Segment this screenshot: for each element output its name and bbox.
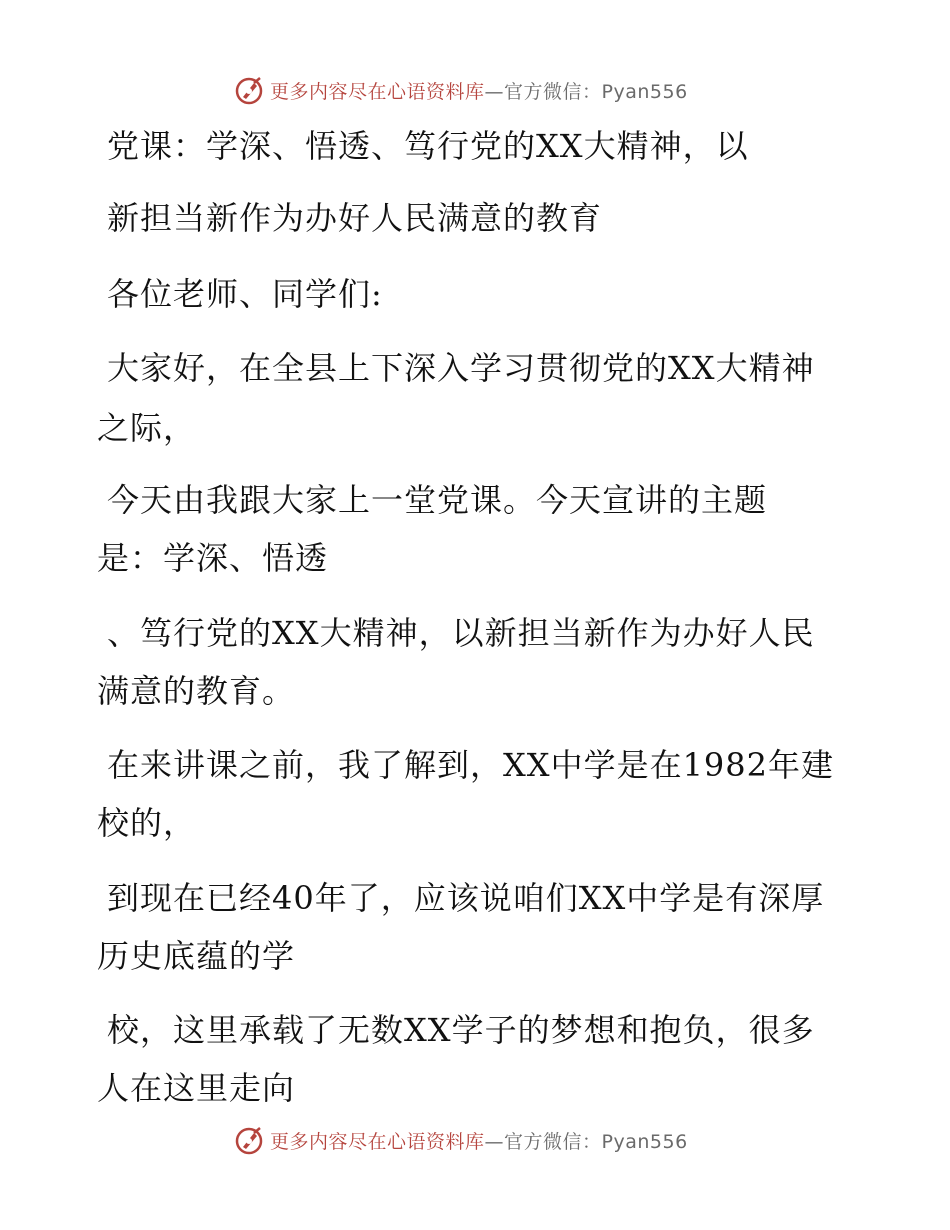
paragraph-4-line-2: 校的， bbox=[97, 804, 197, 842]
paragraph-5-line-2: 历史底蕴的学 bbox=[97, 937, 296, 975]
paragraph-2-line-2: 是：学深、悟透 bbox=[97, 539, 329, 577]
watermark-main-text: 更多内容尽在心语资料库 bbox=[270, 1130, 485, 1153]
paragraph-1-line-1: 大家好，在全县上下深入学习贯彻党的XX大精神 bbox=[107, 349, 815, 387]
paragraph-1-line-2: 之际， bbox=[97, 409, 197, 447]
title-line-1: 党课：学深、悟透、笃行党的XX大精神，以 bbox=[107, 127, 749, 165]
paragraph-3-line-1: 、笃行党的XX大精神，以新担当新作为办好人民 bbox=[107, 614, 815, 652]
quill-logo-icon bbox=[234, 1125, 264, 1155]
paragraph-4-line-1: 在来讲课之前，我了解到，XX中学是在1982年建 bbox=[107, 746, 835, 784]
watermark-sub-text: —官方微信：Pyan556 bbox=[484, 80, 688, 103]
footer-watermark bbox=[0, 1120, 950, 1160]
greeting: 各位老师、同学们: bbox=[107, 275, 383, 313]
paragraph-5-line-1: 到现在已经40年了，应该说咱们XX中学是有深厚 bbox=[107, 879, 825, 917]
quill-logo-icon bbox=[234, 75, 264, 105]
paragraph-3-line-2: 满意的教育。 bbox=[97, 672, 296, 710]
watermark-sub-text: —官方微信：Pyan556 bbox=[484, 1130, 688, 1153]
watermark-main-text: 更多内容尽在心语资料库 bbox=[270, 80, 485, 103]
paragraph-6-line-1: 校，这里承载了无数XX学子的梦想和抱负，很多 bbox=[107, 1011, 815, 1049]
title-line-2: 新担当新作为办好人民满意的教育 bbox=[107, 199, 603, 237]
paragraph-6-line-2: 人在这里走向 bbox=[97, 1069, 296, 1107]
header-watermark bbox=[0, 70, 950, 110]
paragraph-2-line-1: 今天由我跟大家上一堂党课。今天宣讲的主题 bbox=[107, 481, 768, 519]
